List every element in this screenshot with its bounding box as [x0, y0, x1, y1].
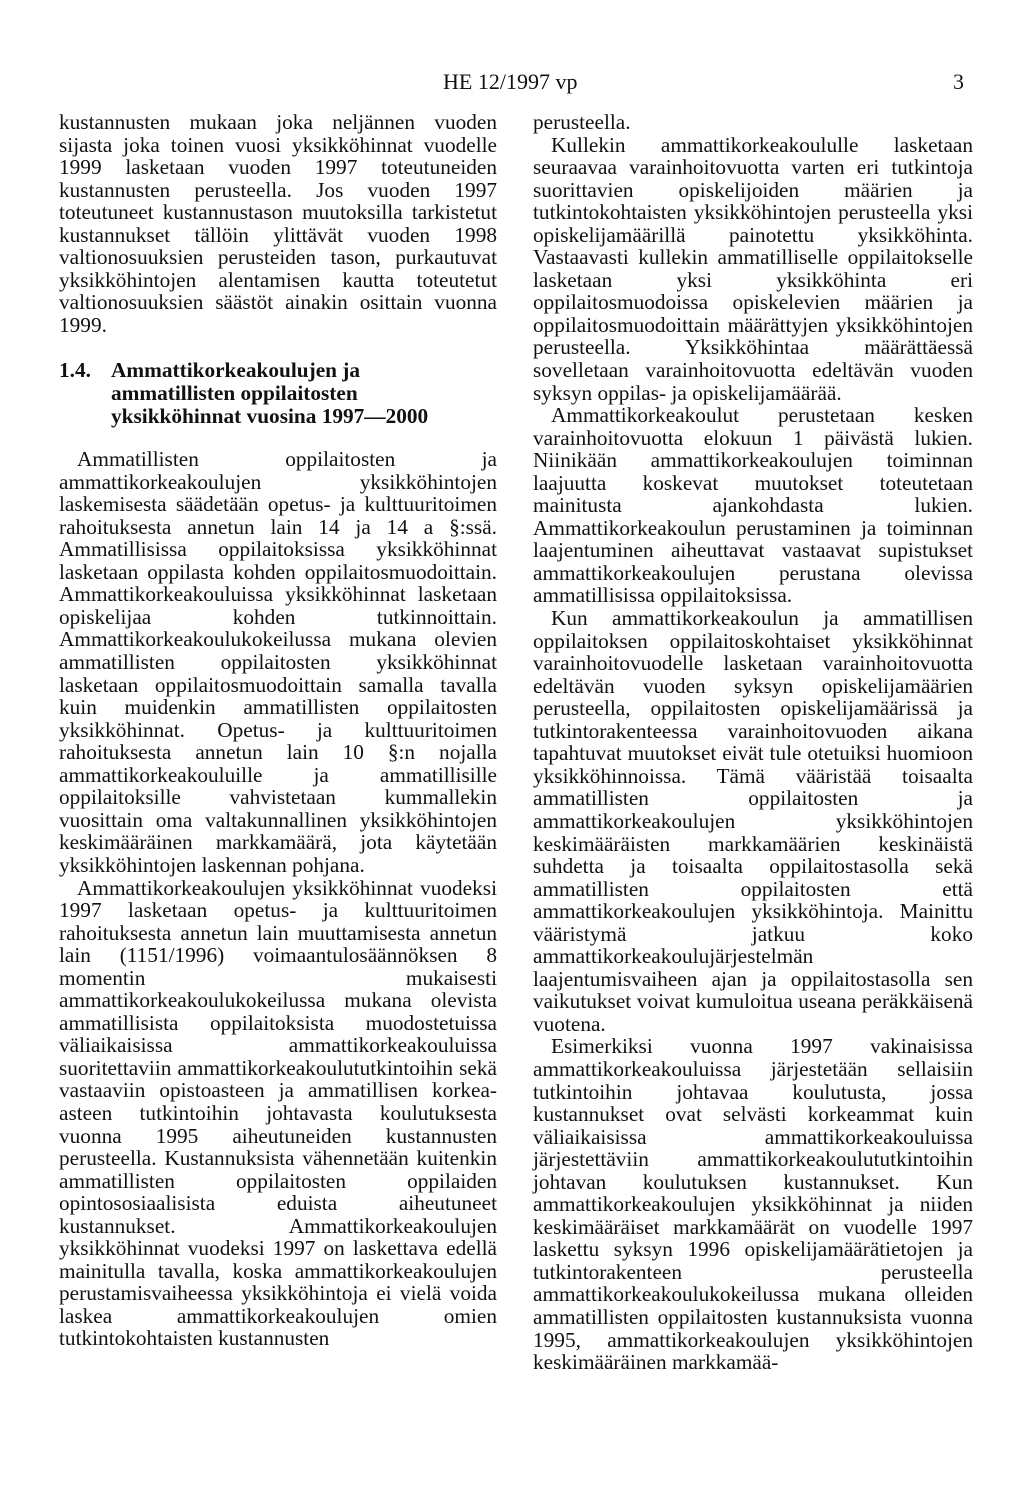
paragraph: kustannusten mukaan joka neljännen vuoden sijasta joka toinen vuosi yksikköhinnat vuodelle 1999 lasketaan vuoden 1997 toteutuneiden kustannusten perusteella. Jos vuoden 1997 toteutuneet kustannustason muutoksilla tarkistetut kustannukset tällöin ylittävät vuoden 1998 valtionosuuksien perusteiden tason, purkautuvat yksikköhintojen alentamisen kautta toteutetut valtionosuuksien säästöt ainakin osittain vuonna 1999. — [59, 110, 497, 337]
paragraph: Kun ammattikorkeakoulun ja ammatillisen oppilaitoksen oppilaitoskohtaiset yksikköhinnat varainhoitovuodelle lasketaan varainhoitovuotta edeltävän vuoden syksyn opiskelijamäärien perusteella, oppilaitosten opiskelijamäärissä ja tutkintorakenteessa varainhoitovuoden aikana tapahtuvat muutokset eivät tule otetuiksi huomioon yksikköhinnoissa. Tämä vääristää toisaalta ammatillisten oppilaitosten ja ammattikorkeakoulujen yksikköhintojen keskimääräisten markkamäärien keskinäistä suhdetta ja toisaalta oppilaitostasolla sekä ammatillisten oppilaitosten että ammattikorkeakoulujen yksikköhintoja. Mainittu vääristymä jatkuu koko ammattikorkeakoulujärjestelmän laajentumisvaiheen ajan ja oppilaitostasolla sen vaikutukset voivat kumuloitua useana peräkkäisenä vuotena. — [533, 606, 973, 1036]
paragraph: Ammatillisten oppilaitosten ja ammattikorkeakoulujen yksikköhintojen laskemisesta säädetään opetus- ja kulttuuritoimen rahoituksesta annetun lain 14 ja 14 a §:ssä. Ammatillisissa oppilaitoksissa yksikköhinnat lasketaan oppilasta kohden oppilaitosmuodoittain. Ammattikorkeakouluissa yksikköhinnat lasketaan opiskelijaa kohden tutkinnoittain. Ammattikorkeakoulukokeilussa mukana olevien ammatillisten oppilaitosten yksikköhinnat lasketaan oppilaitosmuodoittain samalla tavalla kuin muidenkin ammatillisten oppilaitosten yksikköhinnat. Opetus- ja kulttuuritoimen rahoituksesta annetun lain 10 §:n nojalla ammattikorkeakouluille ja ammatillisille oppilaitoksille vahvistetaan kummallekin vuosittain oma valtakunnallinen yksikköhintojen keskimääräinen markkamäärä, jota käytetään yksikköhintojen laskennan pohjana. — [59, 447, 497, 877]
paragraph: Ammattikorkeakoulut perustetaan kesken varainhoitovuotta elokuun 1 päivästä lukien. Niinikään ammattikorkeakoulujen toiminnan laajuutta koskevat muutokset toteutetaan mainitusta ajankohdasta lukien. Ammattikorkeakoulun perustaminen ja toiminnan laajentuminen aiheuttavat vastaavat supistukset ammattikorkeakoulujen perustana olevissa ammatillisissa oppilaitoksissa. — [533, 403, 973, 608]
right-column — [533, 111, 973, 1374]
paragraph: Esimerkiksi vuonna 1997 vakinaisissa ammattikorkeakouluissa järjestetään sellaisiin tutkintoihin johtavaa koulutusta, jossa kustannukset ovat selvästi korkeammat kuin väliaikaisissa ammattikorkeakouluissa järjestettäviin ammattikorkeakoulututkintoihin johtavan koulutuksen kustannukset. Kun ammattikorkeakoulujen yksikköhinnat ja niiden keskimääräiset markkamäärät on vuodelle 1997 laskettu syksyn 1996 opiskelijamäärätietojen ja tutkintorakenteen perusteella ammattikorkeakoulukokeilussa mukana olleiden ammatillisten oppilaitosten kustannuksista vuonna 1995, ammattikorkeakoulujen yksikköhintojen keskimääräinen markkamää- — [533, 1034, 973, 1375]
paragraph: Ammattikorkeakoulujen yksikköhinnat vuodeksi 1997 lasketaan opetus- ja kulttuuritoimen rahoituksesta annetun lain muuttamisesta annetun lain (1151/1996) voimaantulosäännöksen 8 momentin mukaisesti ammattikorkeakoulukokeilussa mukana olevista ammatillisista oppilaitoksista muodostetuissa väliaikaisissa ammattikorkeakouluissa suoritettaviin ammattikorkeakoulututkintoihin sekä vastaaviin opistoasteen ja ammatillisen korkea-asteen tutkintoihin johtavasta koulutuksesta vuonna 1995 aiheutuneiden kustannusten perusteella. Kustannuksista vähennetään kuitenkin ammatillisten oppilaitosten oppilaiden opintososiaalisista eduista aiheutuneet kustannukset. Ammattikorkeakoulujen yksikköhinnat vuodeksi 1997 on laskettava edellä mainitulla tavalla, koska ammattikorkeakoulujen perustamisvaiheessa yksikköhintoja ei vielä voida laskea ammattikorkeakoulujen omien tutkintokohtaisten kustannusten — [59, 875, 497, 1351]
section-title-line: ammatillisten oppilaitosten — [111, 381, 358, 406]
paragraph: Kullekin ammattikorkeakoululle lasketaan seuraavaa varainhoitovuotta varten eri tutkintoja suorittavien opiskelijoiden määrien ja tutkintokohtaisten yksikköhintojen perusteella yksi opiskelijamäärillä painotettu yksikköhinta. Vastaavasti kullekin ammatilliselle oppilaitokselle lasketaan yksi yksikköhinta eri oppilaitosmuodoissa opiskelevien määrien ja oppilaitosmuodoittain määrättyjen yksikköhintojen perusteella. Yksikköhintaa määrättäessä sovelletaan varainhoitovuotta edeltävän vuoden syksyn oppilas- ja opiskelijamäärää. — [533, 132, 973, 405]
section-title-line: yksikköhinnat vuosina 1997—2000 — [111, 403, 429, 428]
page-header — [0, 62, 1024, 96]
section-heading — [59, 359, 497, 427]
section-title — [111, 359, 428, 427]
document-id: HE 12/1997 vp — [443, 69, 578, 94]
section-title-line: Ammattikorkeakoulujen ja — [111, 358, 361, 383]
page-number: 3 — [953, 69, 964, 94]
paragraph: perusteella. — [533, 110, 631, 134]
section-number: 1.4. — [59, 358, 91, 383]
left-column — [59, 111, 497, 1350]
